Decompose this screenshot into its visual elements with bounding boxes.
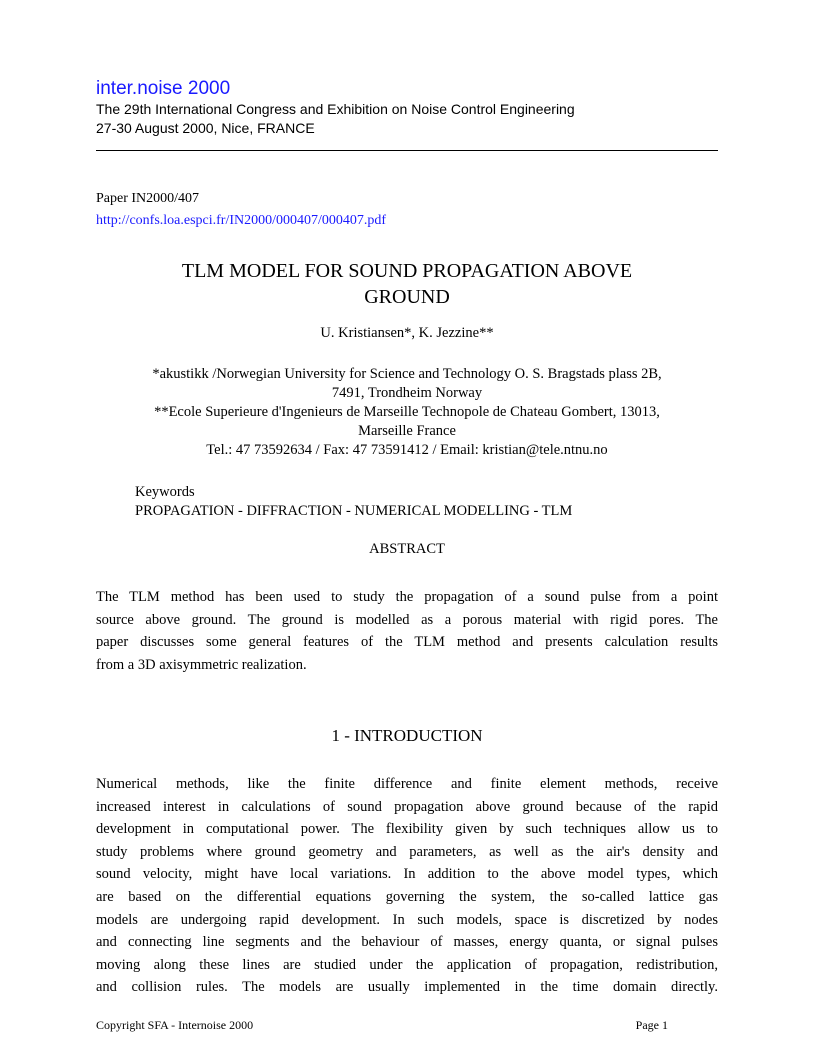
header-divider xyxy=(96,150,718,151)
paper-title xyxy=(96,258,718,310)
paper-url-link[interactable]: http://confs.loa.espci.fr/IN2000/000407/000407.pdf xyxy=(96,213,387,228)
intro-line: Numerical methods, like the finite difference and finite element methods, receive xyxy=(96,776,718,792)
abstract-line: The TLM method has been used to study the propagation of a sound pulse from a point xyxy=(96,589,718,605)
contact-line: Tel.: 47 73592634 / Fax: 47 73591412 / Email: kristian@tele.ntnu.no xyxy=(206,442,608,458)
intro-line: sound velocity, might have local variations. In addition to the above model types, which xyxy=(96,866,718,883)
paper-id: Paper IN2000/407 xyxy=(96,191,200,206)
footer-page-number: Page 1 xyxy=(635,1018,668,1032)
conference-name: inter.noise 2000 xyxy=(96,78,231,99)
abstract-line: source above ground. The ground is modelled as a porous material with rigid pores. The xyxy=(96,611,718,628)
abstract-heading: ABSTRACT xyxy=(369,541,445,557)
intro-line: development in computational power. The flexibility given by such techniques allow us to xyxy=(96,821,718,838)
footer-copyright: Copyright SFA - Internoise 2000 xyxy=(96,1018,254,1032)
abstract-body xyxy=(96,586,718,676)
intro-line: increased interest in calculations of sound propagation above ground because of the rapid xyxy=(96,798,718,815)
intro-line: and collision rules. The models are usually implemented in the time domain directly. xyxy=(96,979,718,996)
keywords-list: PROPAGATION - DIFFRACTION - NUMERICAL MODELLING - TLM xyxy=(135,503,573,519)
intro-line: are based on the differential equations governing the system, the so-called lattice gas xyxy=(96,888,718,905)
affiliation-line: *akustikk /Norwegian University for Science and Technology O. S. Bragstads plass 2B, xyxy=(152,366,662,382)
intro-line: models are undergoing rapid development. In such models, space is discretized by nodes xyxy=(96,911,718,928)
conference-full-title: The 29th International Congress and Exhibition on Noise Control Engineering xyxy=(96,101,575,117)
intro-line: and connecting line segments and the behaviour of masses, energy quanta, or signal pulses xyxy=(96,934,718,951)
affiliation-line: 7491, Trondheim Norway xyxy=(331,385,483,401)
affiliation-line: **Ecole Superieure d'Ingenieurs de Marseille Technopole de Chateau Gombert, 13013, xyxy=(154,404,660,420)
conference-date: 27-30 August 2000, Nice, FRANCE xyxy=(96,120,315,136)
intro-line: moving along these lines are studied under the application of propagation, redistribution, xyxy=(96,956,718,973)
intro-line: study problems where ground geometry and parameters, as well as the air's density and xyxy=(96,843,718,860)
affiliation-line: Marseille France xyxy=(358,423,456,439)
introduction-body xyxy=(96,773,718,999)
abstract-line: from a 3D axisymmetric realization. xyxy=(96,656,307,673)
title-line: TLM MODEL FOR SOUND PROPAGATION ABOVE xyxy=(181,260,633,282)
abstract-line: paper discusses some general features of the TLM method and presents calculation results xyxy=(96,634,718,651)
introduction-heading: 1 - INTRODUCTION xyxy=(331,726,483,745)
keywords-label: Keywords xyxy=(135,484,195,500)
affiliations xyxy=(96,365,718,460)
title-line: GROUND xyxy=(364,286,450,308)
authors: U. Kristiansen*, K. Jezzine** xyxy=(320,325,494,341)
